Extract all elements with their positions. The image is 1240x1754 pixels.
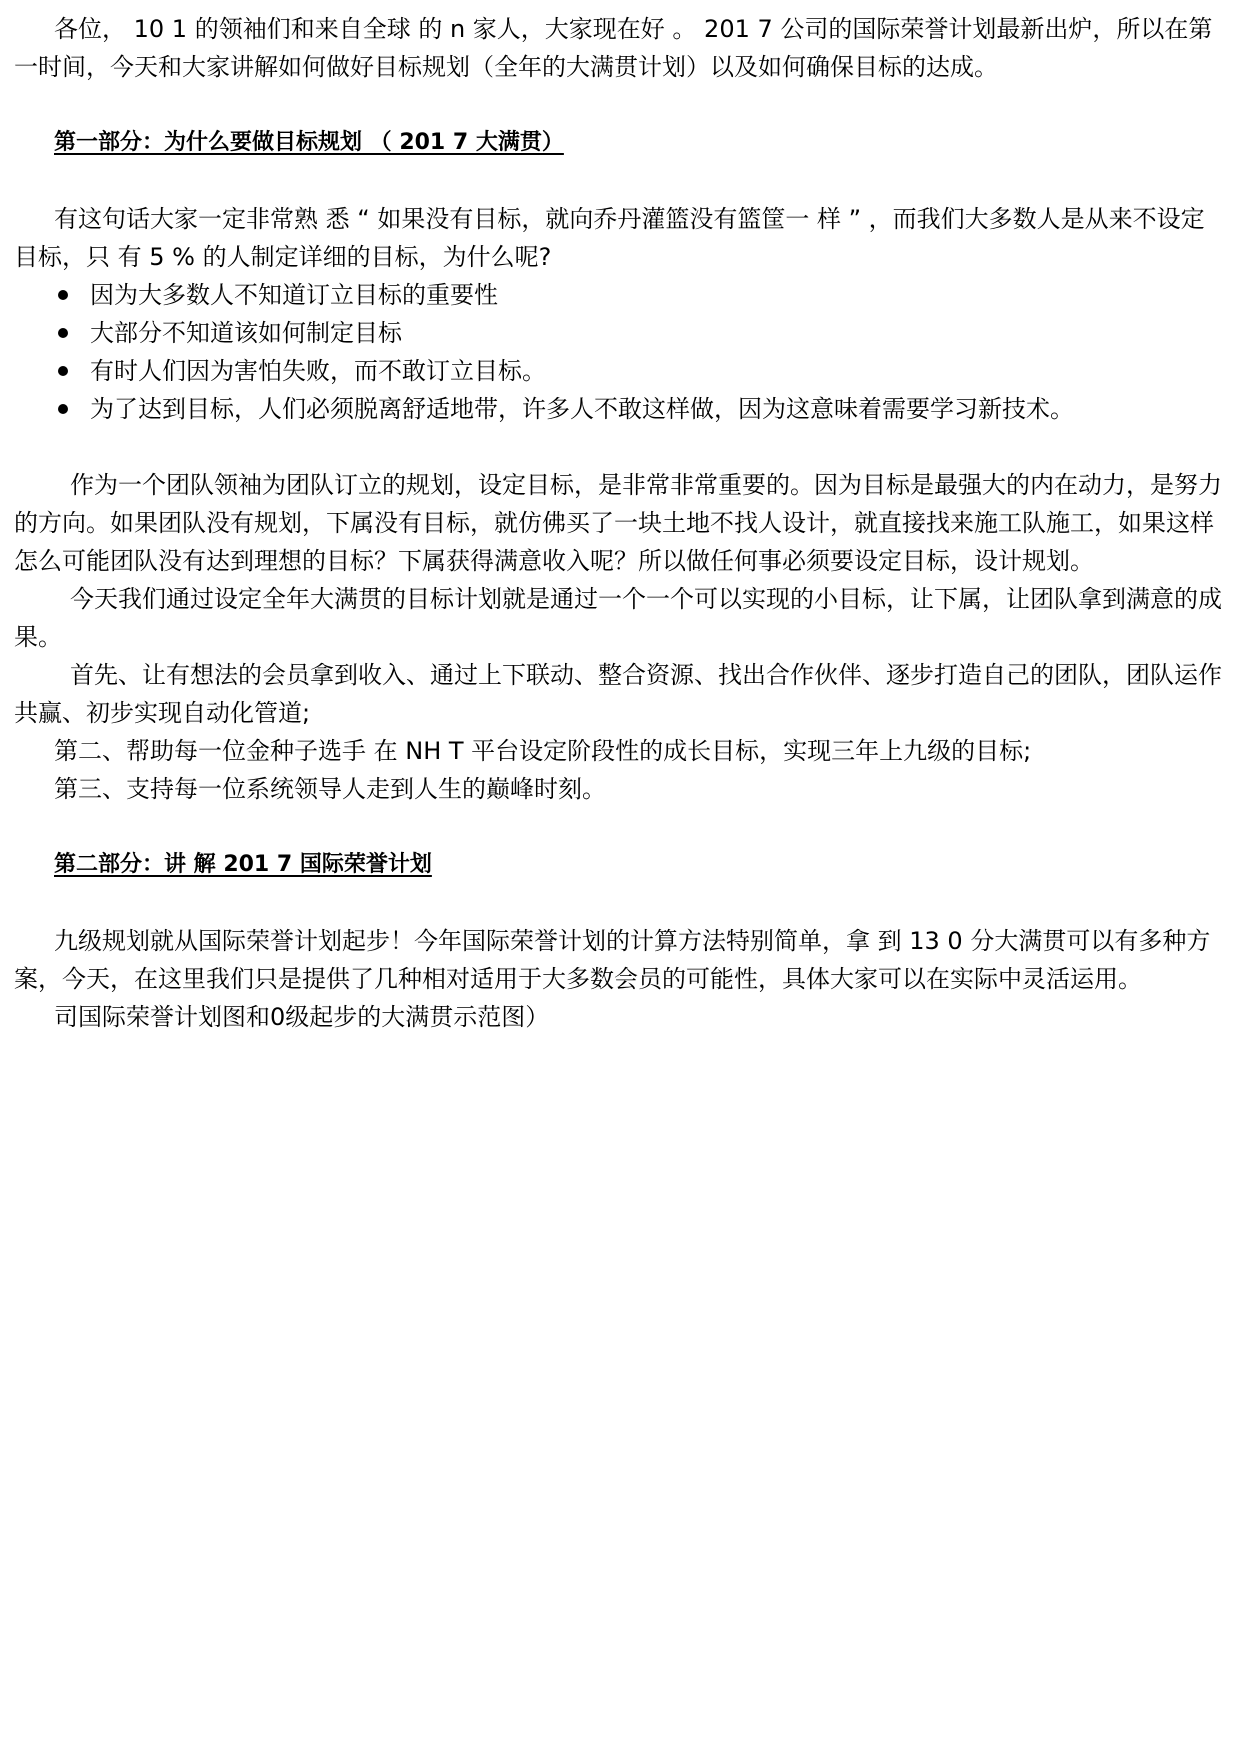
list-item: [54, 390, 1226, 428]
spacer: [14, 86, 1226, 124]
spacer: [14, 162, 1226, 200]
reasons-list: [14, 276, 1226, 428]
part1-paragraph-third: 第三、支持每一位系统领导人走到人生的巅峰时刻。: [54, 775, 606, 803]
part1-heading-text: 第一部分：为什么要做目标规划 （ 201 7 大满贯）: [54, 130, 564, 155]
part1-paragraph-first: 首先、让有想法的会员拿到收入、通过上下联动、整合资源、找出合作伙伴、逐步打造自己的团队，团队运作共赢、初步实现自动化管道;: [14, 661, 1222, 727]
part1-paragraph-today: 今天我们通过设定全年大满贯的目标计划就是通过一个一个可以实现的小目标，让下属，让团队拿到满意的成果。: [14, 585, 1222, 651]
list-item: [54, 276, 1226, 314]
list-item-text: 大部分不知道该如何制定目标: [90, 319, 402, 347]
list-item-text: 因为大多数人不知道订立目标的重要性: [90, 281, 498, 309]
bullet-icon: [58, 404, 68, 414]
bullet-icon: [58, 328, 68, 338]
part2-paragraph-figure-note: 司国际荣誉计划图和0级起步的大满贯示范图）: [54, 1003, 550, 1031]
document-page: [14, 10, 1226, 1036]
part2-heading-text: 第二部分：讲 解 201 7 国际荣誉计划: [54, 852, 432, 877]
intro-paragraph: 各位， 10 1 的领袖们和来自全球 的 n 家人，大家现在好 。 201 7 公司的国际荣誉计划最新出炉，所以在第一时间，今天和大家讲解如何做好目标规划（全年的大满贯计划）以及如何确保目标的达成。: [14, 15, 1213, 81]
list-item: [54, 352, 1226, 390]
bullet-icon: [58, 290, 68, 300]
part1-paragraph-goals: 作为一个团队领袖为团队订立的规划，设定目标，是非常非常重要的。因为目标是最强大的内在动力，是努力的方向。如果团队没有规划，下属没有目标，就仿佛买了一块土地不找人设计，就直接找来施工队施工，如果这样怎么可能团队没有达到理想的目标？下属获得满意收入呢？所以做任何事必须要设定目标，设计规划。: [14, 471, 1222, 575]
list-item: [54, 314, 1226, 352]
bullet-icon: [58, 366, 68, 376]
spacer: [14, 428, 1226, 466]
spacer: [14, 808, 1226, 846]
part2-paragraph-plan: 九级规划就从国际荣誉计划起步！今年国际荣誉计划的计算方法特别简单，拿 到 13 0 分大满贯可以有多种方案，今天，在这里我们只是提供了几种相对适用于大多数会员的可能性，具体大家可以在实际中灵活运用。: [14, 927, 1211, 993]
list-item-text: 为了达到目标，人们必须脱离舒适地带，许多人不敢这样做，因为这意味着需要学习新技术。: [90, 395, 1074, 423]
part2-heading: [14, 846, 1226, 884]
part1-paragraph-second: 第二、帮助每一位金种子选手 在 NH T 平台设定阶段性的成长目标，实现三年上九级的目标;: [54, 737, 1032, 765]
part1-heading: [14, 124, 1226, 162]
list-item-text: 有时人们因为害怕失败，而不敢订立目标。: [90, 357, 546, 385]
part1-lead-paragraph: 有这句话大家一定非常熟 悉 “ 如果没有目标，就向乔丹灌篮没有篮筐一 样 ” ，而我们大多数人是从来不设定目标，只 有 5 % 的人制定详细的目标，为什么呢?: [14, 205, 1205, 271]
spacer: [14, 884, 1226, 922]
